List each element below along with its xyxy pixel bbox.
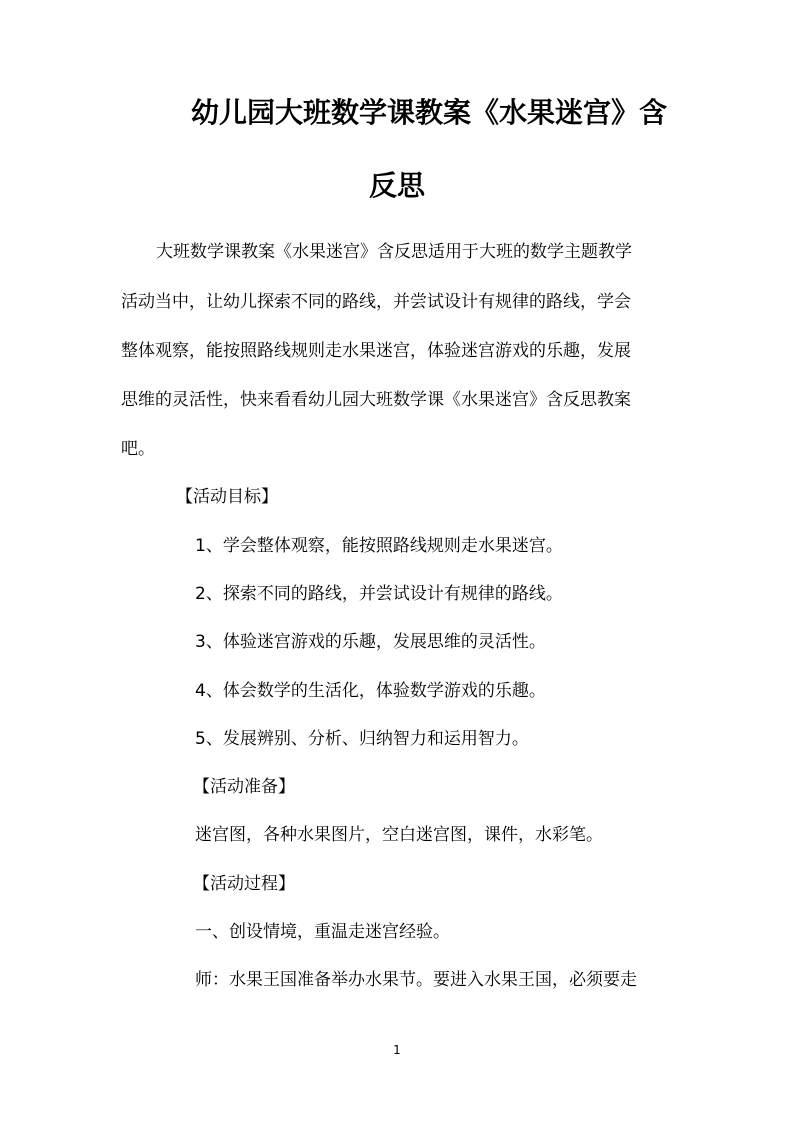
goal-item: 3、体验迷宫游戏的乐趣，发展思维的灵活性。 xyxy=(195,632,546,652)
goals-heading: 【活动目标】 xyxy=(176,487,278,507)
intro-line: 思维的灵活性，快来看看幼儿园大班数学课《水果迷宫》含反思教案 xyxy=(121,390,631,410)
document-title-line-2: 反思 xyxy=(369,169,426,202)
prep-heading: 【活动准备】 xyxy=(193,777,295,797)
intro-line: 大班数学课教案《水果迷宫》含反思适用于大班的数学主题教学 xyxy=(156,242,632,262)
process-step: 一、创设情境，重温走迷宫经验。 xyxy=(195,922,450,942)
goal-item: 4、体会数学的生活化，体验数学游戏的乐趣。 xyxy=(195,681,546,701)
page-number: 1 xyxy=(393,1043,401,1057)
goal-item: 5、发展辨别、分析、归纳智力和运用智力。 xyxy=(195,729,529,749)
prep-text: 迷宫图，各种水果图片，空白迷宫图，课件，水彩笔。 xyxy=(195,825,603,845)
process-heading: 【活动过程】 xyxy=(193,874,295,894)
goal-item: 1、学会整体观察，能按照路线规则走水果迷宫。 xyxy=(195,536,563,556)
intro-line: 活动当中，让幼儿探索不同的路线，并尝试设计有规律的路线，学会 xyxy=(121,292,631,312)
process-text: 师：水果王国准备举办水果节。要进入水果王国，必须要走 xyxy=(195,970,637,990)
intro-line: 整体观察，能按照路线规则走水果迷宫，体验迷宫游戏的乐趣，发展 xyxy=(121,341,631,361)
goal-item: 2、探索不同的路线，并尝试设计有规律的路线。 xyxy=(195,584,563,604)
document-title-line-1: 幼儿园大班数学课教案《水果迷宫》含 xyxy=(191,96,668,129)
intro-line: 吧。 xyxy=(121,439,155,459)
